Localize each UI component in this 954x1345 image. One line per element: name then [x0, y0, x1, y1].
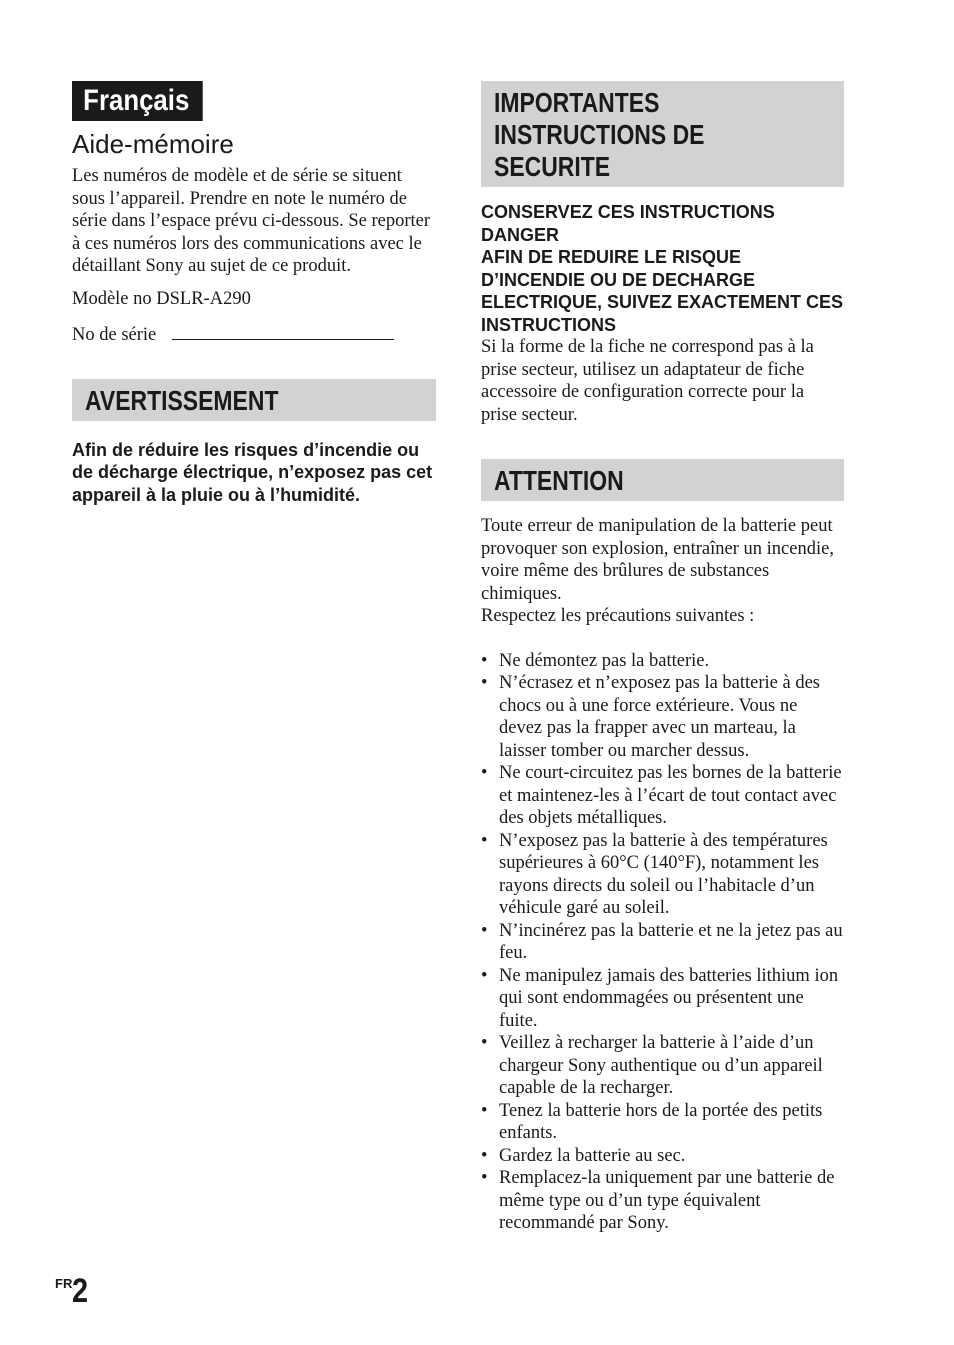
list-item-text: Ne démontez pas la batterie.	[499, 650, 710, 671]
list-item-text: N’incinérez pas la batterie et ne la jetez pas au feu.	[499, 920, 843, 963]
aide-memoire-text: Les numéros de modèle et de série se situent sous l’appareil. Prendre en note le numéro de série dans l’espace prévu ci-dessous. Se reporter à ces numéros lors des communications avec le détaillant Sony au sujet de ce produit.	[72, 166, 431, 276]
danger-block	[481, 201, 844, 426]
list-item-text: N’exposez pas la batterie à des températures supérieures à 60°C (140°F), notamment les rayons directs du soleil ou l’habitacle d’un véhicule garé au soleil.	[499, 830, 828, 918]
attention-heading-text: ATTENTION	[494, 465, 624, 496]
list-item	[481, 650, 844, 673]
list-item	[481, 1100, 844, 1145]
list-item	[481, 1032, 844, 1100]
bullet-icon: •	[481, 920, 488, 941]
attention-heading	[481, 459, 844, 501]
avertissement-heading	[72, 379, 436, 421]
page-number-value: 2	[72, 1272, 89, 1310]
list-item	[481, 965, 844, 1033]
language-tab: Français	[72, 81, 203, 121]
bullet-icon: •	[481, 830, 488, 851]
avertissement-text: Afin de réduire les risques d’incendie ou de décharge électrique, n’exposez pas cet appareil à la pluie ou à l’humidité.	[72, 439, 433, 505]
avertissement-heading-text: AVERTISSEMENT	[85, 384, 279, 416]
right-column	[481, 81, 844, 1235]
page-number	[55, 1272, 91, 1311]
bullet-icon: •	[481, 1033, 488, 1053]
list-item-text: N’écrasez et n’exposez pas la batterie à des chocs ou à une force extérieure. Vous ne devez pas la frapper avec un marteau, la laisser tomber ou marcher dessus.	[499, 673, 821, 761]
list-item-text: Ne manipulez jamais des batteries lithium ion qui sont endommagées ou présentent une fuite.	[499, 965, 839, 1031]
danger-text: DANGER	[481, 224, 560, 245]
serial-blank-line	[172, 325, 394, 340]
list-item-text: Gardez la batterie au sec.	[499, 1145, 686, 1166]
bullet-icon: •	[481, 673, 488, 693]
conservez-text: CONSERVEZ CES INSTRUCTIONS	[481, 202, 775, 222]
importantes-line-2: INSTRUCTIONS DE	[494, 119, 705, 150]
afin-text: AFIN DE REDUIRE LE RISQUE D’INCENDIE OU DE DECHARGE ELECTRIQUE, SUIVEZ EXACTEMENT CES INSTRUCTIONS	[481, 247, 844, 335]
bullet-icon: •	[481, 1100, 488, 1121]
bullet-icon: •	[481, 965, 488, 986]
list-item	[481, 1167, 844, 1235]
bullet-icon: •	[481, 763, 488, 783]
aide-memoire-title: Aide-mémoire	[72, 129, 234, 159]
importantes-line-1: IMPORTANTES	[494, 87, 660, 118]
fiche-text: Si la forme de la fiche ne correspond pas à la prise secteur, utilisez un adaptateur de fiche accessoire de configuration correcte pour la prise secteur.	[481, 337, 814, 425]
list-item	[481, 920, 844, 965]
list-item-text: Ne court-circuitez pas les bornes de la batterie et maintenez-les à l’écart de tout contact avec des objets métalliques.	[499, 763, 842, 828]
model-number: Modèle no DSLR-A290	[72, 288, 251, 309]
list-item	[481, 762, 844, 830]
serial-label: No de série	[72, 325, 157, 345]
respectez-text: Respectez les précautions suivantes :	[481, 606, 755, 626]
importantes-heading	[481, 81, 844, 187]
serial-row	[72, 324, 436, 347]
left-column	[72, 81, 436, 506]
list-item	[481, 1145, 844, 1168]
precautions-list	[481, 650, 844, 1235]
list-item	[481, 830, 844, 920]
page-prefix: FR	[55, 1276, 73, 1291]
list-item-text: Tenez la batterie hors de la portée des petits enfants.	[499, 1100, 823, 1143]
attention-text: Toute erreur de manipulation de la batterie peut provoquer son explosion, entraîner un incendie, voire même des brûlures de substances chimiques.	[481, 516, 834, 604]
list-item-text: Remplacez-la uniquement par une batterie de même type ou d’un type équivalent recommandé par Sony.	[499, 1168, 835, 1233]
list-item-text: Veillez à recharger la batterie à l’aide d’un chargeur Sony authentique ou d’un appareil capable de la recharger.	[499, 1033, 823, 1098]
bullet-icon: •	[481, 650, 488, 671]
importantes-line-3: SECURITE	[494, 151, 611, 182]
bullet-icon: •	[481, 1168, 488, 1188]
bullet-icon: •	[481, 1145, 488, 1166]
list-item	[481, 672, 844, 762]
